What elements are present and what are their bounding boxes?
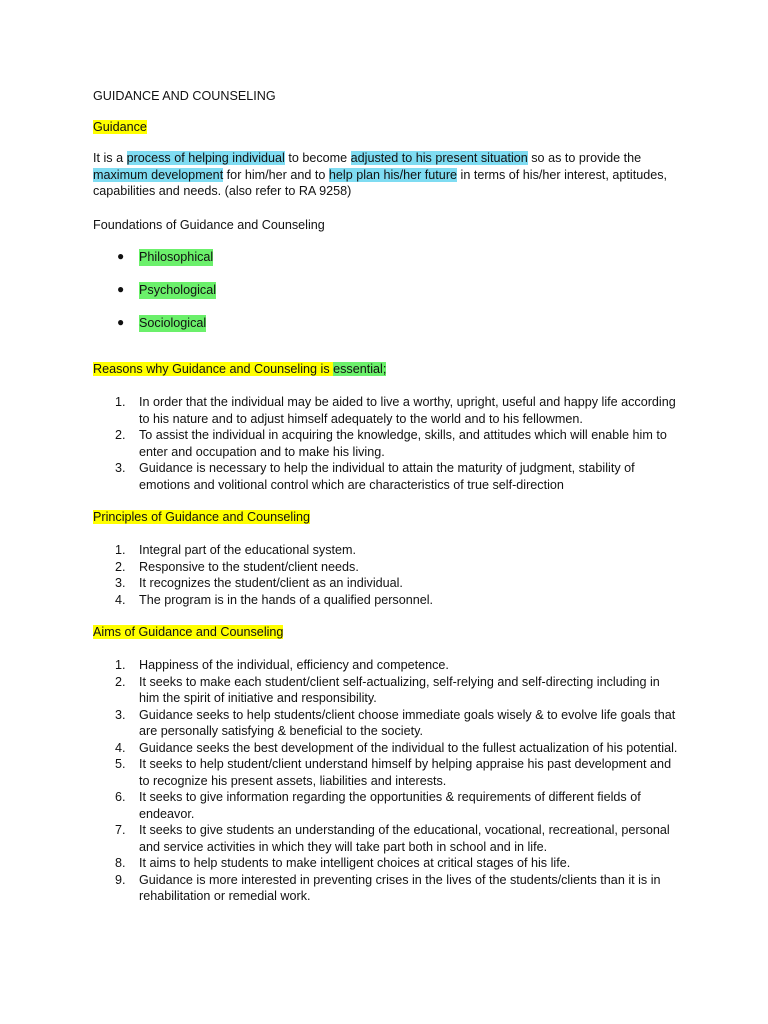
item-text: Guidance seeks to help students/client choose immediate goals wisely & to evolve life goals that are personally satisfying & beneficial to the society. [139, 707, 676, 738]
bullet: ● [117, 315, 125, 329]
list-item [93, 855, 683, 872]
highlight-plan-future: help plan his/her future [328, 167, 458, 182]
item-number: 8. [115, 856, 126, 870]
item-number: 3. [115, 576, 126, 590]
list-item [93, 559, 683, 576]
aims-heading-text: Aims of Guidance and Counseling [93, 625, 284, 639]
item-text: It seeks to make each student/client self-actualizing, self-relying and self-directing including in him the spirit of initiative and responsibility. [139, 674, 660, 705]
item-text: It seeks to give information regarding the opportunities & requirements of different fields of endeavor. [139, 790, 641, 821]
highlight-maximum-development: maximum development [93, 167, 224, 182]
principles-list [93, 542, 683, 608]
item-number: 7. [115, 823, 126, 837]
definition-text: so as to provide the [527, 151, 642, 165]
item-text: Responsive to the student/client needs. [139, 559, 359, 574]
list-item [93, 740, 683, 757]
list-item [93, 592, 683, 609]
item-number: 3. [115, 461, 126, 475]
item-number: 6. [115, 790, 126, 804]
item-number: 4. [115, 592, 126, 607]
item-text: Guidance is more interested in preventing crises in the lives of the students/clients than it is in rehabilitation or remedial work. [139, 872, 661, 903]
highlight-adjusted: adjusted to his present situation [350, 151, 528, 165]
item-number: 2. [115, 559, 126, 574]
foundations-heading: Foundations of Guidance and Counseling [93, 218, 325, 232]
definition-text: for him/her and to [223, 167, 329, 182]
item-text: Integral part of the educational system. [139, 543, 357, 557]
item-number: 3. [115, 707, 126, 722]
definition-text: It is a [93, 151, 127, 165]
list-item [93, 789, 683, 822]
foundation-label: Psychological [139, 283, 217, 297]
list-item [93, 394, 683, 427]
item-text: It recognizes the student/client as an individual. [139, 576, 403, 590]
guidance-heading [93, 119, 683, 136]
principles-heading-text: Principles of Guidance and Counseling [93, 510, 311, 524]
list-item [93, 707, 683, 740]
reasons-list [93, 394, 683, 493]
item-text: The program is in the hands of a qualified personnel. [139, 592, 434, 607]
document-title: GUIDANCE AND COUNSELING [93, 89, 276, 103]
item-text: It seeks to help student/client understand himself by helping appraise his past development and to recognize his present assets, liabilities and interests. [139, 757, 672, 788]
item-text: Guidance is necessary to help the individual to attain the maturity of judgment, stability of emotions and volitional control which are characteristics of true self-direction [139, 461, 635, 492]
definition-text: to become [284, 151, 351, 165]
item-text: It aims to help students to make intelligent choices at critical stages of his life. [139, 856, 571, 870]
aims-heading [93, 624, 683, 641]
item-text: To assist the individual in acquiring the knowledge, skills, and attitudes which will enable him to enter and occupation and to make his living. [139, 428, 667, 459]
reasons-heading [93, 361, 683, 378]
item-number: 2. [115, 428, 126, 442]
list-item [93, 756, 683, 789]
reasons-heading-key: essential; [333, 362, 387, 376]
list-item [93, 542, 683, 559]
bullet: ● [117, 249, 125, 263]
item-number: 1. [115, 658, 126, 672]
list-item [93, 822, 683, 855]
list-item [93, 872, 683, 905]
item-number: 1. [115, 395, 126, 409]
item-text: Guidance seeks the best development of the individual to the fullest actualization of his potential. [139, 740, 678, 755]
guidance-definition [93, 150, 683, 200]
item-number: 2. [115, 674, 126, 689]
list-item [93, 575, 683, 592]
item-number: 5. [115, 757, 126, 771]
item-number: 9. [115, 872, 126, 887]
foundation-label: Philosophical [139, 250, 214, 264]
foundation-label: Sociological [139, 316, 207, 330]
item-number: 4. [115, 740, 126, 755]
bullet: ● [117, 282, 125, 296]
definition-text: in terms of his/her interest, aptitudes, capabilities and needs. (also refer to RA 9258) [93, 167, 668, 198]
highlight-process: process of helping individual [126, 151, 285, 165]
list-item [93, 657, 683, 674]
reasons-heading-text: Reasons why Guidance and Counseling is [93, 362, 334, 376]
list-item [93, 460, 683, 493]
item-number: 1. [115, 543, 126, 557]
aims-list [93, 657, 683, 905]
item-text: It seeks to give students an understanding of the educational, vocational, recreational, personal and service activities in which they will take part both in school and in life. [139, 823, 670, 854]
item-text: Happiness of the individual, efficiency and competence. [139, 658, 449, 672]
list-item [93, 674, 683, 707]
list-item [93, 427, 683, 460]
guidance-heading-text: Guidance [93, 120, 147, 134]
item-text: In order that the individual may be aided to live a worthy, upright, useful and happy life according to his nature and to adjust himself adequately to the world and to his fellowmen. [139, 395, 676, 426]
principles-heading [93, 509, 683, 526]
